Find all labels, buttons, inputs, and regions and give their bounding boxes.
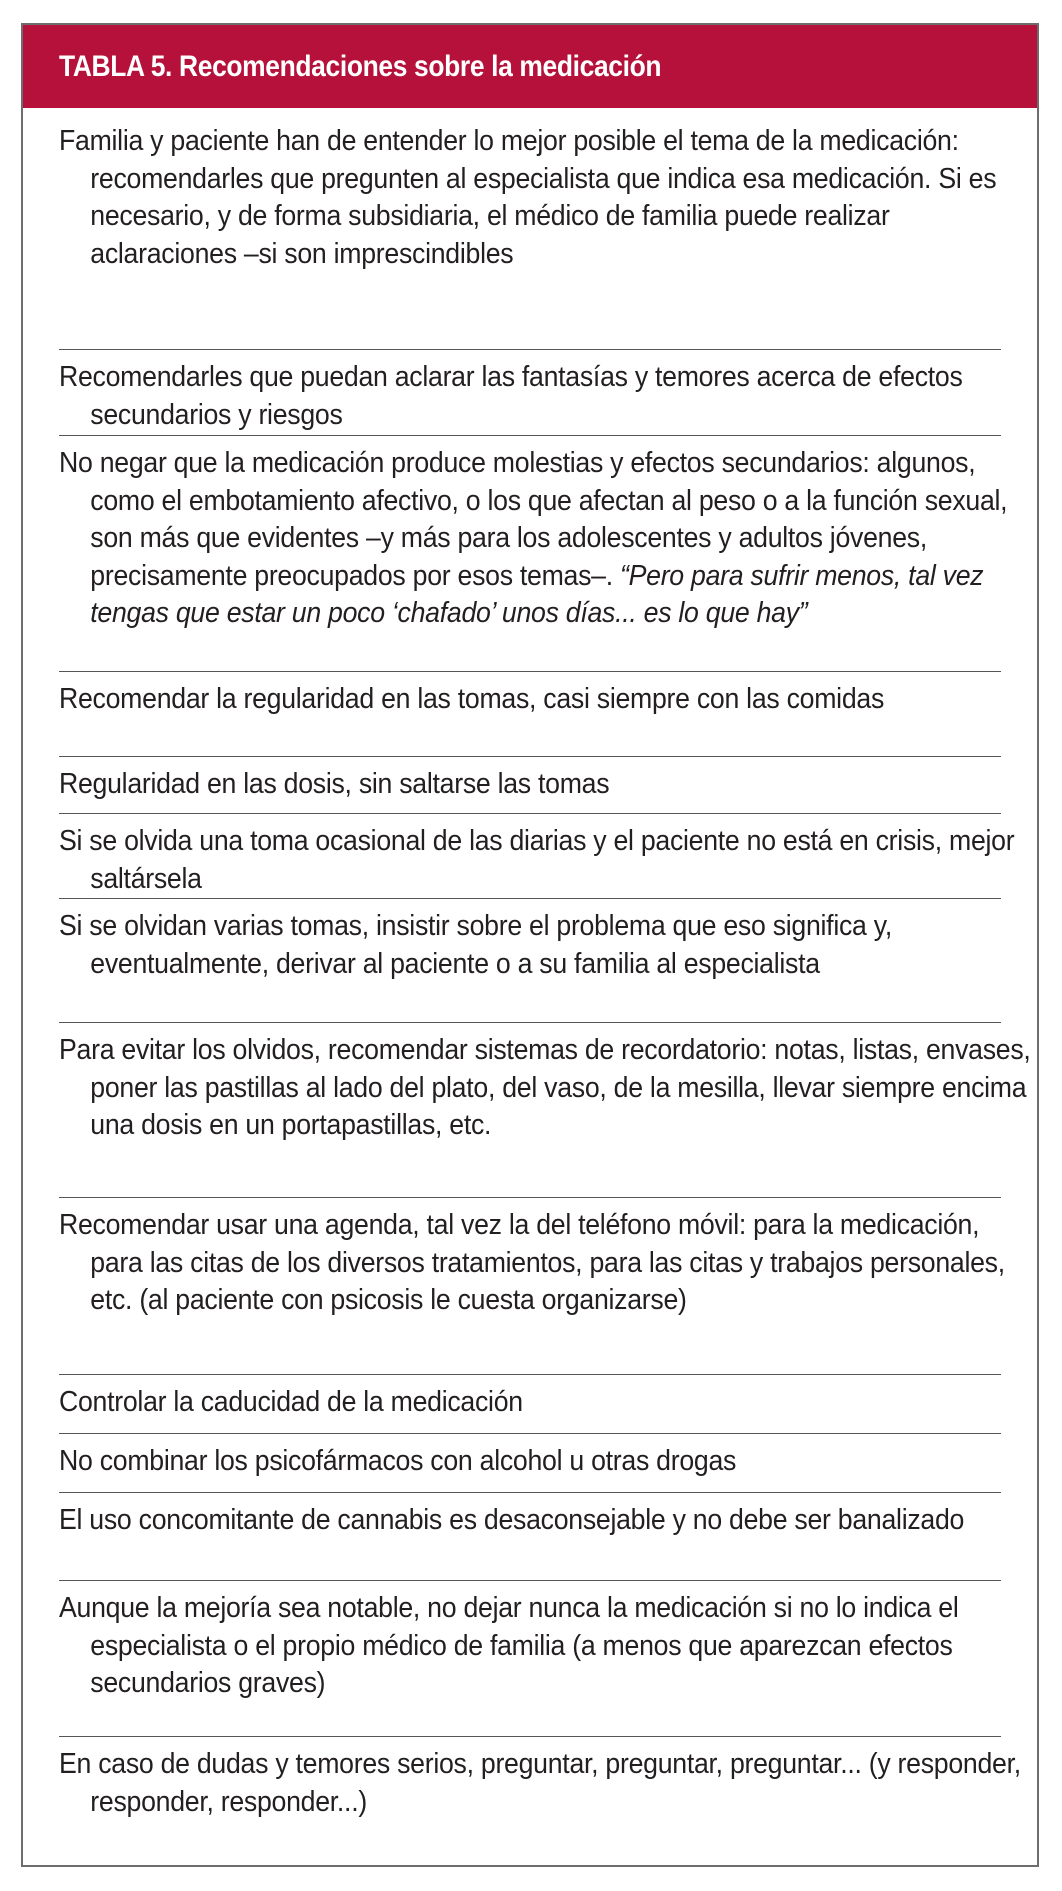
- table-row: [59, 123, 1001, 273]
- table-row: [59, 1032, 1031, 1145]
- row-text: Regularidad en las dosis, sin saltarse las tomas: [59, 768, 610, 800]
- row-text: Si se olvidan varias tomas, insistir sobre el problema que eso significa y, eventualmente, derivar al paciente o a su familia al especialista: [59, 910, 892, 980]
- table-row: [59, 1590, 1001, 1703]
- row-divider: [59, 435, 1001, 436]
- row-divider: [59, 1580, 1001, 1581]
- table-row: [59, 908, 1001, 983]
- row-divider: [59, 349, 1001, 350]
- table-header: [23, 25, 1037, 108]
- table-title: TABLA 5. Recomendaciones sobre la medicación: [59, 49, 662, 83]
- row-divider: [59, 1433, 1001, 1434]
- row-text: Para evitar los olvidos, recomendar sistemas de recordatorio: notas, listas, envases, poner las pastillas al lado del plato, del vaso, de la mesilla, llevar siempre encima una dosis en un portapastillas, etc.: [59, 1034, 1031, 1141]
- table-row: [59, 766, 1001, 804]
- table-row: [59, 1384, 1001, 1422]
- table-row: [59, 1443, 1001, 1481]
- table-row: [59, 1207, 1005, 1320]
- table-row: [59, 681, 1001, 719]
- row-text-main: No negar que la medicación produce molestias y efectos secundarios: algunos, como el embotamiento afectivo, o los que afectan al peso o a la función sexual, son más que evidentes –y más para los adolescentes y adultos jóvenes, precisamente preocupados por esos temas–.: [59, 447, 1008, 592]
- row-divider: [59, 756, 1001, 757]
- row-divider: [59, 1374, 1001, 1375]
- row-text: [59, 445, 1031, 633]
- row-text: Controlar la caducidad de la medicación: [59, 1386, 523, 1418]
- row-text: Si se olvida una toma ocasional de las diarias y el paciente no está en crisis, mejor saltársela: [59, 825, 1015, 895]
- row-text: En caso de dudas y temores serios, preguntar, preguntar, preguntar... (y responder, responder, responder...): [59, 1748, 1021, 1818]
- row-divider: [59, 1736, 1001, 1737]
- row-text: Recomendar la regularidad en las tomas, casi siempre con las comidas: [59, 683, 885, 715]
- row-divider: [59, 1197, 1001, 1198]
- row-divider: [59, 671, 1001, 672]
- table-row: [59, 445, 1008, 633]
- row-divider: [59, 813, 1001, 814]
- table-row: [59, 1502, 1001, 1540]
- table-row: [59, 1746, 1021, 1821]
- row-divider: [59, 1492, 1001, 1493]
- row-text: Aunque la mejoría sea notable, no dejar nunca la medicación si no lo indica el especialista o el propio médico de familia (a menos que aparezcan efectos secundarios graves): [59, 1592, 959, 1699]
- row-divider: [59, 1022, 1001, 1023]
- row-text: Recomendar usar una agenda, tal vez la del teléfono móvil: para la medicación, para las citas de los diversos tratamientos, para las citas y trabajos personales, etc. (al paciente con psicosis le cuesta organizarse): [59, 1209, 1005, 1316]
- row-quote: “Pero para sufrir menos, tal vez tengas que estar un poco ‘chafado’ unos días... es lo que hay”: [90, 559, 984, 629]
- row-text: El uso concomitante de cannabis es desaconsejable y no debe ser banalizado: [59, 1504, 965, 1536]
- table-row: [59, 823, 1015, 898]
- recommendations-table: [21, 23, 1039, 1867]
- table-row: [59, 359, 1001, 434]
- row-text: No combinar los psicofármacos con alcohol u otras drogas: [59, 1445, 737, 1477]
- row-divider: [59, 898, 1001, 899]
- row-text: Recomendarles que puedan aclarar las fantasías y temores acerca de efectos secundarios y riesgos: [59, 361, 963, 431]
- row-text: Familia y paciente han de entender lo mejor posible el tema de la medicación: recomendarles que pregunten al especialista que indica esa medicación. Si es necesario, y de forma subsidiaria, el médico de familia puede realizar aclaraciones –si son imprescindibles: [59, 125, 997, 270]
